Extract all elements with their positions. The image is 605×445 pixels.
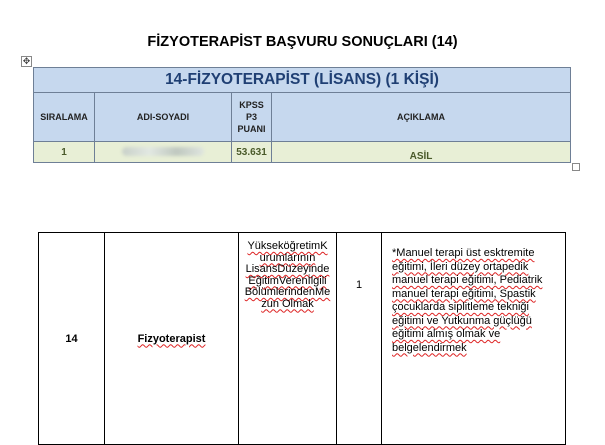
table-row [34, 142, 571, 163]
detail-table [38, 232, 566, 445]
table-move-handle-icon[interactable]: ✥ [22, 56, 31, 66]
result-table [33, 67, 571, 163]
header-kpss [232, 93, 272, 142]
detail-requirement [239, 233, 337, 445]
row-rank: 1 [34, 142, 95, 163]
row-note: ASİL [272, 142, 571, 163]
requirement-line2: urumlarının [259, 251, 316, 264]
header-note: AÇIKLAMA [272, 93, 571, 142]
requirement-line1: YükseköğretimK [247, 240, 328, 252]
table-row [39, 233, 566, 445]
header-kpss-line2: P3 [245, 112, 257, 122]
detail-title-cell [105, 233, 239, 445]
detail-title: Fizyoterapist [137, 332, 206, 345]
detail-count: 1 [337, 233, 382, 445]
header-kpss-line1: KPSS [239, 100, 264, 110]
header-kpss-line3: PUANI [237, 124, 266, 134]
detail-description-cell [382, 233, 566, 445]
detail-code: 14 [39, 233, 105, 445]
requirement-line6: zun Olmak [261, 297, 314, 310]
redacted-name-blur [122, 147, 204, 156]
result-table-banner: 14-FİZYOTERAPİST (LİSANS) (1 KİŞİ) [34, 68, 571, 93]
result-table-header-row [34, 93, 571, 142]
row-name-redacted [95, 142, 232, 163]
header-rank: SIRALAMA [34, 93, 95, 142]
requirement-line4: EğitimVerenİlgili [248, 274, 327, 287]
requirement-line5: BölümlerindenMe [244, 286, 331, 298]
table-resize-handle-icon[interactable] [572, 163, 580, 171]
requirement-line3: LisansDüzeyinde [245, 263, 330, 275]
document-title: FİZYOTERAPİST BAŞVURU SONUÇLARI (14) [147, 34, 458, 50]
header-name: ADI-SOYADI [95, 93, 232, 142]
row-score: 53.631 [232, 142, 272, 163]
detail-description: *Manuel terapi üst esktremite eğitimi, İleri düzey ortapedik manuel terapi eğitimi, Pediatrik manuel terapi eğitimi, Spastik çocuklarda siplitleme tekniği eğitimi ve Yutkunma güçlüğü eğitimi almış olmak ve belgelendirmek [392, 247, 543, 354]
